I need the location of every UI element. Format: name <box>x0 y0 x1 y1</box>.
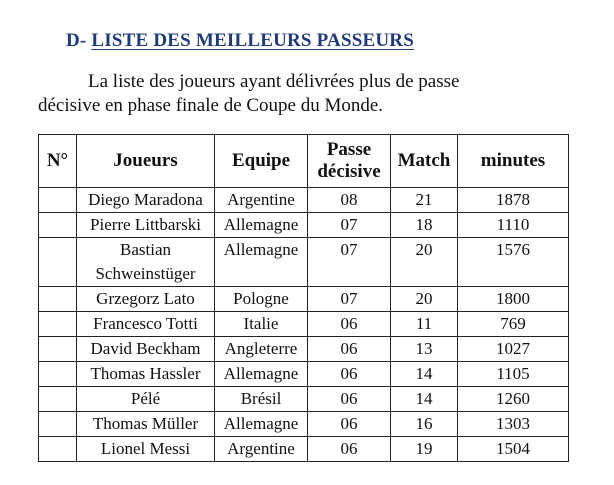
cell-num <box>39 437 77 462</box>
table-row <box>39 287 569 312</box>
cell-assists: 06 <box>308 387 391 412</box>
cell-assists: 06 <box>308 412 391 437</box>
cell-num <box>39 287 77 312</box>
cell-num <box>39 312 77 337</box>
cell-team: Italie <box>215 312 308 337</box>
cell-player: Pierre Littbarski <box>77 213 215 238</box>
header-assists-line-1: Passe <box>326 139 372 160</box>
cell-matches: 20 <box>391 238 458 287</box>
table-row <box>39 337 569 362</box>
cell-player: Thomas Müller <box>77 412 215 437</box>
cell-assists: 06 <box>308 337 391 362</box>
cell-assists: 07 <box>308 287 391 312</box>
cell-matches: 19 <box>391 437 458 462</box>
table-header-row <box>39 135 569 188</box>
header-num: N° <box>39 135 77 188</box>
cell-num <box>39 238 77 287</box>
section-title: LISTE DES MEILLEURS PASSEURS <box>91 30 414 51</box>
cell-assists: 07 <box>308 213 391 238</box>
cell-matches: 11 <box>391 312 458 337</box>
cell-minutes: 1105 <box>458 362 569 387</box>
cell-num <box>39 412 77 437</box>
cell-minutes: 769 <box>458 312 569 337</box>
cell-team: Argentine <box>215 188 308 213</box>
header-matches: Match <box>391 135 458 188</box>
cell-team: Argentine <box>215 437 308 462</box>
cell-assists: 06 <box>308 437 391 462</box>
header-assists <box>308 135 391 188</box>
cell-minutes: 1027 <box>458 337 569 362</box>
cell-matches: 16 <box>391 412 458 437</box>
table-row <box>39 312 569 337</box>
intro-line-1: La liste des joueurs ayant délivrées plus de passe <box>88 71 460 92</box>
cell-assists: 07 <box>308 238 391 287</box>
cell-assists: 06 <box>308 362 391 387</box>
table-row <box>39 387 569 412</box>
cell-player: Diego Maradona <box>77 188 215 213</box>
table-body <box>39 188 569 462</box>
cell-player: Thomas Hassler <box>77 362 215 387</box>
table-row <box>39 437 569 462</box>
cell-matches: 14 <box>391 362 458 387</box>
table-row <box>39 362 569 387</box>
cell-player: David Beckham <box>77 337 215 362</box>
section-heading <box>66 30 414 52</box>
header-team: Equipe <box>215 135 308 188</box>
cell-num <box>39 337 77 362</box>
header-minutes: minutes <box>458 135 569 188</box>
cell-minutes: 1110 <box>458 213 569 238</box>
cell-player: Grzegorz Lato <box>77 287 215 312</box>
intro-line-2: décisive en phase finale de Coupe du Monde. <box>38 95 384 116</box>
cell-num <box>39 188 77 213</box>
cell-minutes: 1878 <box>458 188 569 213</box>
cell-matches: 20 <box>391 287 458 312</box>
cell-player: Lionel Messi <box>77 437 215 462</box>
table-row <box>39 238 569 287</box>
cell-minutes: 1260 <box>458 387 569 412</box>
cell-matches: 14 <box>391 387 458 412</box>
cell-assists: 06 <box>308 312 391 337</box>
cell-minutes: 1303 <box>458 412 569 437</box>
section-prefix: D- <box>66 30 92 51</box>
header-assists-line-2: décisive <box>317 161 381 182</box>
table-row <box>39 412 569 437</box>
intro-paragraph <box>38 70 558 118</box>
cell-team: Pologne <box>215 287 308 312</box>
cell-num <box>39 213 77 238</box>
cell-num <box>39 362 77 387</box>
cell-team: Allemagne <box>215 213 308 238</box>
table-row <box>39 188 569 213</box>
header-player: Joueurs <box>77 135 215 188</box>
cell-assists: 08 <box>308 188 391 213</box>
top-assists-table <box>38 134 569 462</box>
cell-player: Bastian Schweinstüger <box>77 238 215 287</box>
cell-matches: 13 <box>391 337 458 362</box>
cell-matches: 21 <box>391 188 458 213</box>
cell-player: Pélé <box>77 387 215 412</box>
cell-team: Brésil <box>215 387 308 412</box>
cell-team: Allemagne <box>215 412 308 437</box>
cell-minutes: 1504 <box>458 437 569 462</box>
table-row <box>39 213 569 238</box>
cell-team: Allemagne <box>215 238 308 287</box>
cell-minutes: 1576 <box>458 238 569 287</box>
cell-team: Angleterre <box>215 337 308 362</box>
cell-matches: 18 <box>391 213 458 238</box>
cell-minutes: 1800 <box>458 287 569 312</box>
cell-num <box>39 387 77 412</box>
cell-team: Allemagne <box>215 362 308 387</box>
cell-player: Francesco Totti <box>77 312 215 337</box>
